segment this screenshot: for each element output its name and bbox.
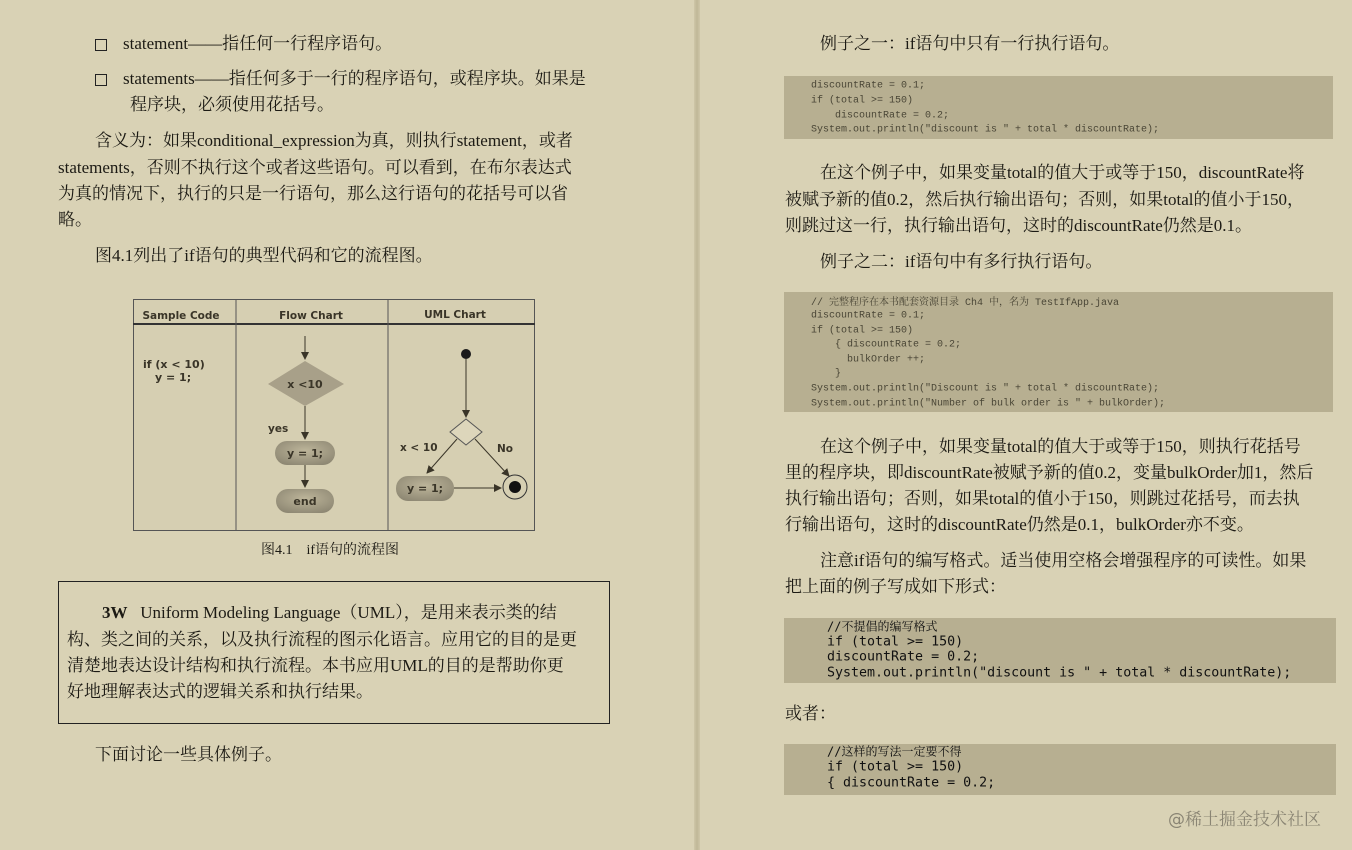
paragraph-line: 把上面的例子写成如下形式： [785, 577, 1006, 596]
bullet-item [95, 34, 392, 54]
bullet-text: 程序块，必须使用花括号。 [130, 95, 334, 114]
figure-caption: 图4.1 if语句的流程图 [261, 543, 400, 558]
sample-code: if (x < 10) [143, 358, 205, 371]
code-line: { discountRate = 0.2; [827, 775, 996, 791]
paragraph-line: 被赋予新的值0.2，然后执行输出语句；否则，如果total的值小于150， [785, 190, 1304, 209]
note-line: 好地理解表达式的逻辑关系和执行结果。 [67, 682, 373, 701]
example-title: 例子之一：if语句中只有一行执行语句。 [820, 34, 1120, 53]
paragraph-line: 里的程序块，即discountRate被赋予新的值0.2，变量bulkOrder加1，然后 [785, 463, 1314, 482]
paragraph-line: 下面讨论一些具体例子。 [95, 745, 282, 764]
paragraph-line: 在这个例子中，如果变量total的值大于或等于150，discountRate将 [820, 163, 1305, 182]
code-line: System.out.println("discount is " + total * discountRate); [811, 124, 1160, 136]
note-tag: 3W [102, 603, 128, 622]
paragraph-line: 在这个例子中，如果变量total的值大于或等于150，则执行花括号 [820, 437, 1301, 456]
code-line: discountRate = 0.2; [811, 110, 950, 122]
code-line: System.out.println("discount is " + total * discountRate); [827, 665, 1292, 681]
svg-text:end: end [293, 495, 317, 508]
paragraph-line: 图4.1列出了if语句的典型代码和它的流程图。 [95, 246, 433, 265]
svg-text:No: No [497, 443, 514, 455]
paragraph-line: statements，否则不执行这个或者这些语句。可以看到，在布尔表达式 [58, 158, 572, 177]
code-line: if (total >= 150) [827, 634, 964, 650]
paragraph-line: 含义为：如果conditional_expression为真，则执行statement，或者 [95, 131, 573, 150]
paragraph-line: 行输出语句，这时的discountRate仍然是0.1，bulkOrder亦不变。 [785, 515, 1254, 534]
note-line [102, 603, 557, 623]
note-text: Uniform Modeling Language（UML），是用来表示类的结 [140, 603, 557, 622]
uml-start-node [461, 349, 471, 359]
paragraph-line: 略。 [58, 210, 92, 229]
example-title: 例子之二：if语句中有多行执行语句。 [820, 252, 1103, 271]
note-line: 构、类之间的关系，以及执行流程的图示化语言。应用它的目的是更 [67, 630, 577, 649]
sample-code: y = 1; [155, 371, 192, 384]
paragraph-line: 或者： [785, 704, 836, 723]
if-flowchart-figure [133, 299, 536, 532]
checkbox-bullet-icon [95, 39, 107, 51]
column-header: Flow Chart [279, 310, 343, 322]
svg-text:y = 1;: y = 1; [406, 482, 444, 495]
bullet-text: statement——指任何一行程序语句。 [123, 34, 393, 53]
code-line: bulkOrder ++; [811, 354, 926, 366]
code-line: } [811, 368, 842, 380]
paragraph-line: 执行输出语句；否则，如果total的值小于150，则跳过花括号，而去执 [785, 489, 1300, 508]
svg-text:x <10: x <10 [287, 378, 323, 391]
code-line: //这样的写法一定要不得 [827, 744, 962, 759]
svg-text:y = 1;: y = 1; [286, 447, 324, 460]
code-line: System.out.println("Discount is " + total * discountRate); [811, 383, 1160, 395]
figure-frame [134, 300, 535, 531]
code-line: System.out.println("Number of bulk order is " + bulkOrder); [811, 398, 1166, 410]
code-line: discountRate = 0.1; [811, 80, 926, 92]
code-line: if (total >= 150) [811, 325, 914, 337]
svg-text:x < 10: x < 10 [400, 442, 438, 454]
code-line: { discountRate = 0.2; [811, 339, 962, 351]
column-header: UML Chart [424, 309, 486, 321]
note-line: 清楚地表达设计结构和执行流程。本书应用UML的目的是帮助你更 [67, 656, 564, 675]
code-line: discountRate = 0.1; [811, 310, 926, 322]
checkbox-bullet-icon [95, 74, 107, 86]
svg-text:yes: yes [268, 423, 289, 435]
paragraph-line: 则跳过这一行，执行输出语句，这时的discountRate仍然是0.1。 [785, 216, 1253, 235]
code-line: discountRate = 0.2; [827, 649, 980, 665]
code-line: if (total >= 150) [811, 95, 914, 107]
paragraph-line: 注意if语句的编写格式。适当使用空格会增强程序的可读性。如果 [820, 551, 1307, 570]
paragraph-line: 为真的情况下，执行的只是一行语句，那么这行语句的花括号可以省 [58, 184, 568, 203]
code-line: // 完整程序在本书配套资源目录 Ch4 中，名为 TestIfApp.java [811, 298, 1120, 309]
watermark: @稀土掘金技术社区 [1168, 810, 1321, 830]
bullet-text: statements——指任何多于一行的程序语句，或程序块。如果是 [123, 69, 586, 88]
code-line: if (total >= 150) [827, 759, 964, 775]
bullet-item [95, 69, 586, 89]
column-header: Sample Code [142, 310, 220, 322]
code-line: //不提倡的编写格式 [827, 619, 938, 634]
